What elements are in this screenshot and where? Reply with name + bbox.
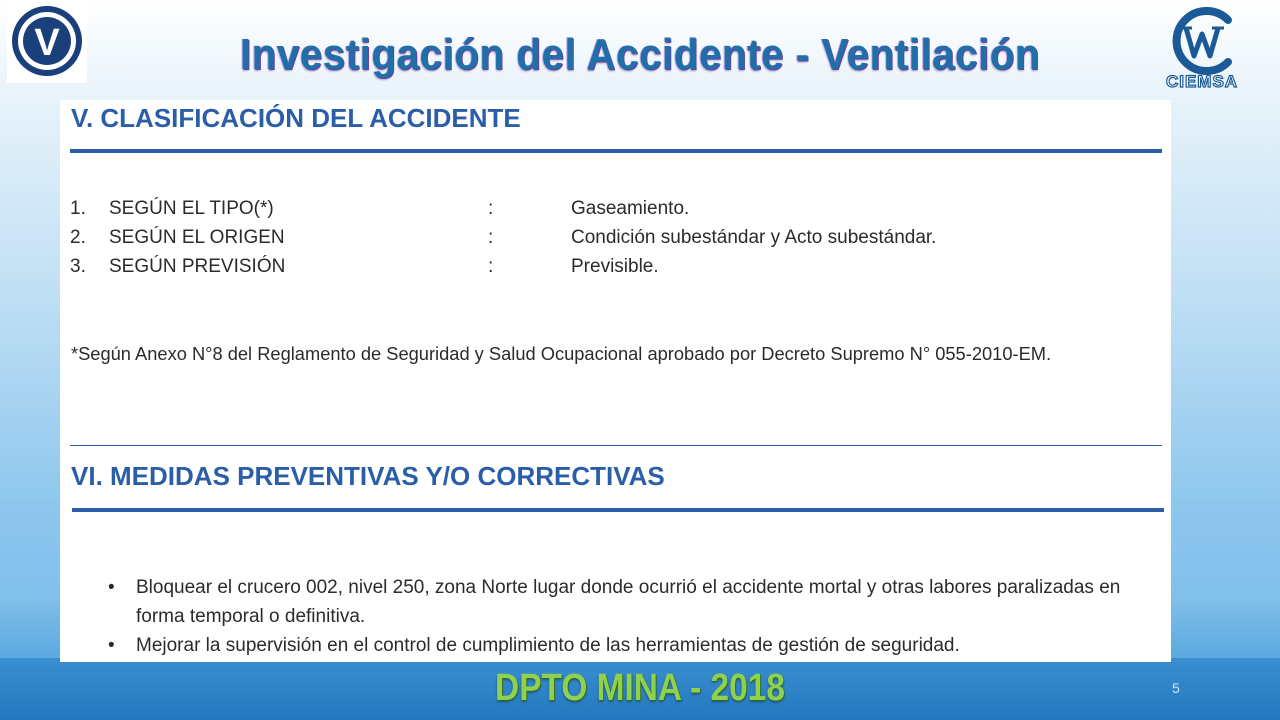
footer-title: DPTO MINA - 2018	[495, 667, 785, 709]
divider-thin	[70, 445, 1162, 446]
list-item: • Bloquear el crucero 002, nivel 250, zona Norte lugar donde ocurrió el accidente mortal y otras labores paralizadas en forma temporal o definitiva.	[104, 573, 1164, 631]
ciemsa-emblem-icon	[1150, 6, 1254, 76]
row-value: Previsible.	[571, 256, 659, 277]
row-separator: :	[488, 256, 494, 277]
section-heading-classification: V. CLASIFICACIÓN DEL ACCIDENTE	[71, 103, 521, 133]
divider-thick	[72, 508, 1164, 512]
divider-thick	[70, 149, 1162, 153]
row-number: 3.	[70, 256, 86, 277]
row-label: SEGÚN PREVISIÓN	[109, 256, 286, 277]
row-value: Condición subestándar y Acto subestándar.	[571, 227, 937, 248]
logo-right-text: CIEMSA	[1165, 72, 1239, 91]
row-number: 1.	[70, 198, 86, 219]
page-number: 5	[1172, 680, 1180, 696]
section-heading-measures: VI. MEDIDAS PREVENTIVAS Y/O CORRECTIVAS	[71, 461, 665, 491]
footnote: *Según Anexo N°8 del Reglamento de Seguridad y Salud Ocupacional aprobado por Decreto Supremo N° 055-2010-EM.	[71, 343, 1052, 364]
row-label: SEGÚN EL ORIGEN	[109, 227, 285, 248]
list-item: • Mejorar la supervisión en el control de cumplimiento de las herramientas de gestión de seguridad.	[104, 631, 1164, 660]
content-panel	[60, 100, 1171, 662]
row-number: 2.	[70, 227, 86, 248]
row-label: SEGÚN EL TIPO(*)	[109, 198, 274, 219]
measures-list	[104, 573, 1164, 660]
logo-left-letter: V	[34, 22, 60, 64]
v-logo-icon	[7, 3, 87, 83]
row-value: Gaseamiento.	[571, 198, 690, 219]
row-separator: :	[488, 198, 494, 219]
row-separator: :	[488, 227, 494, 248]
logo-left	[7, 3, 87, 83]
slide-title: Investigación del Accidente - Ventilación	[239, 30, 1041, 79]
